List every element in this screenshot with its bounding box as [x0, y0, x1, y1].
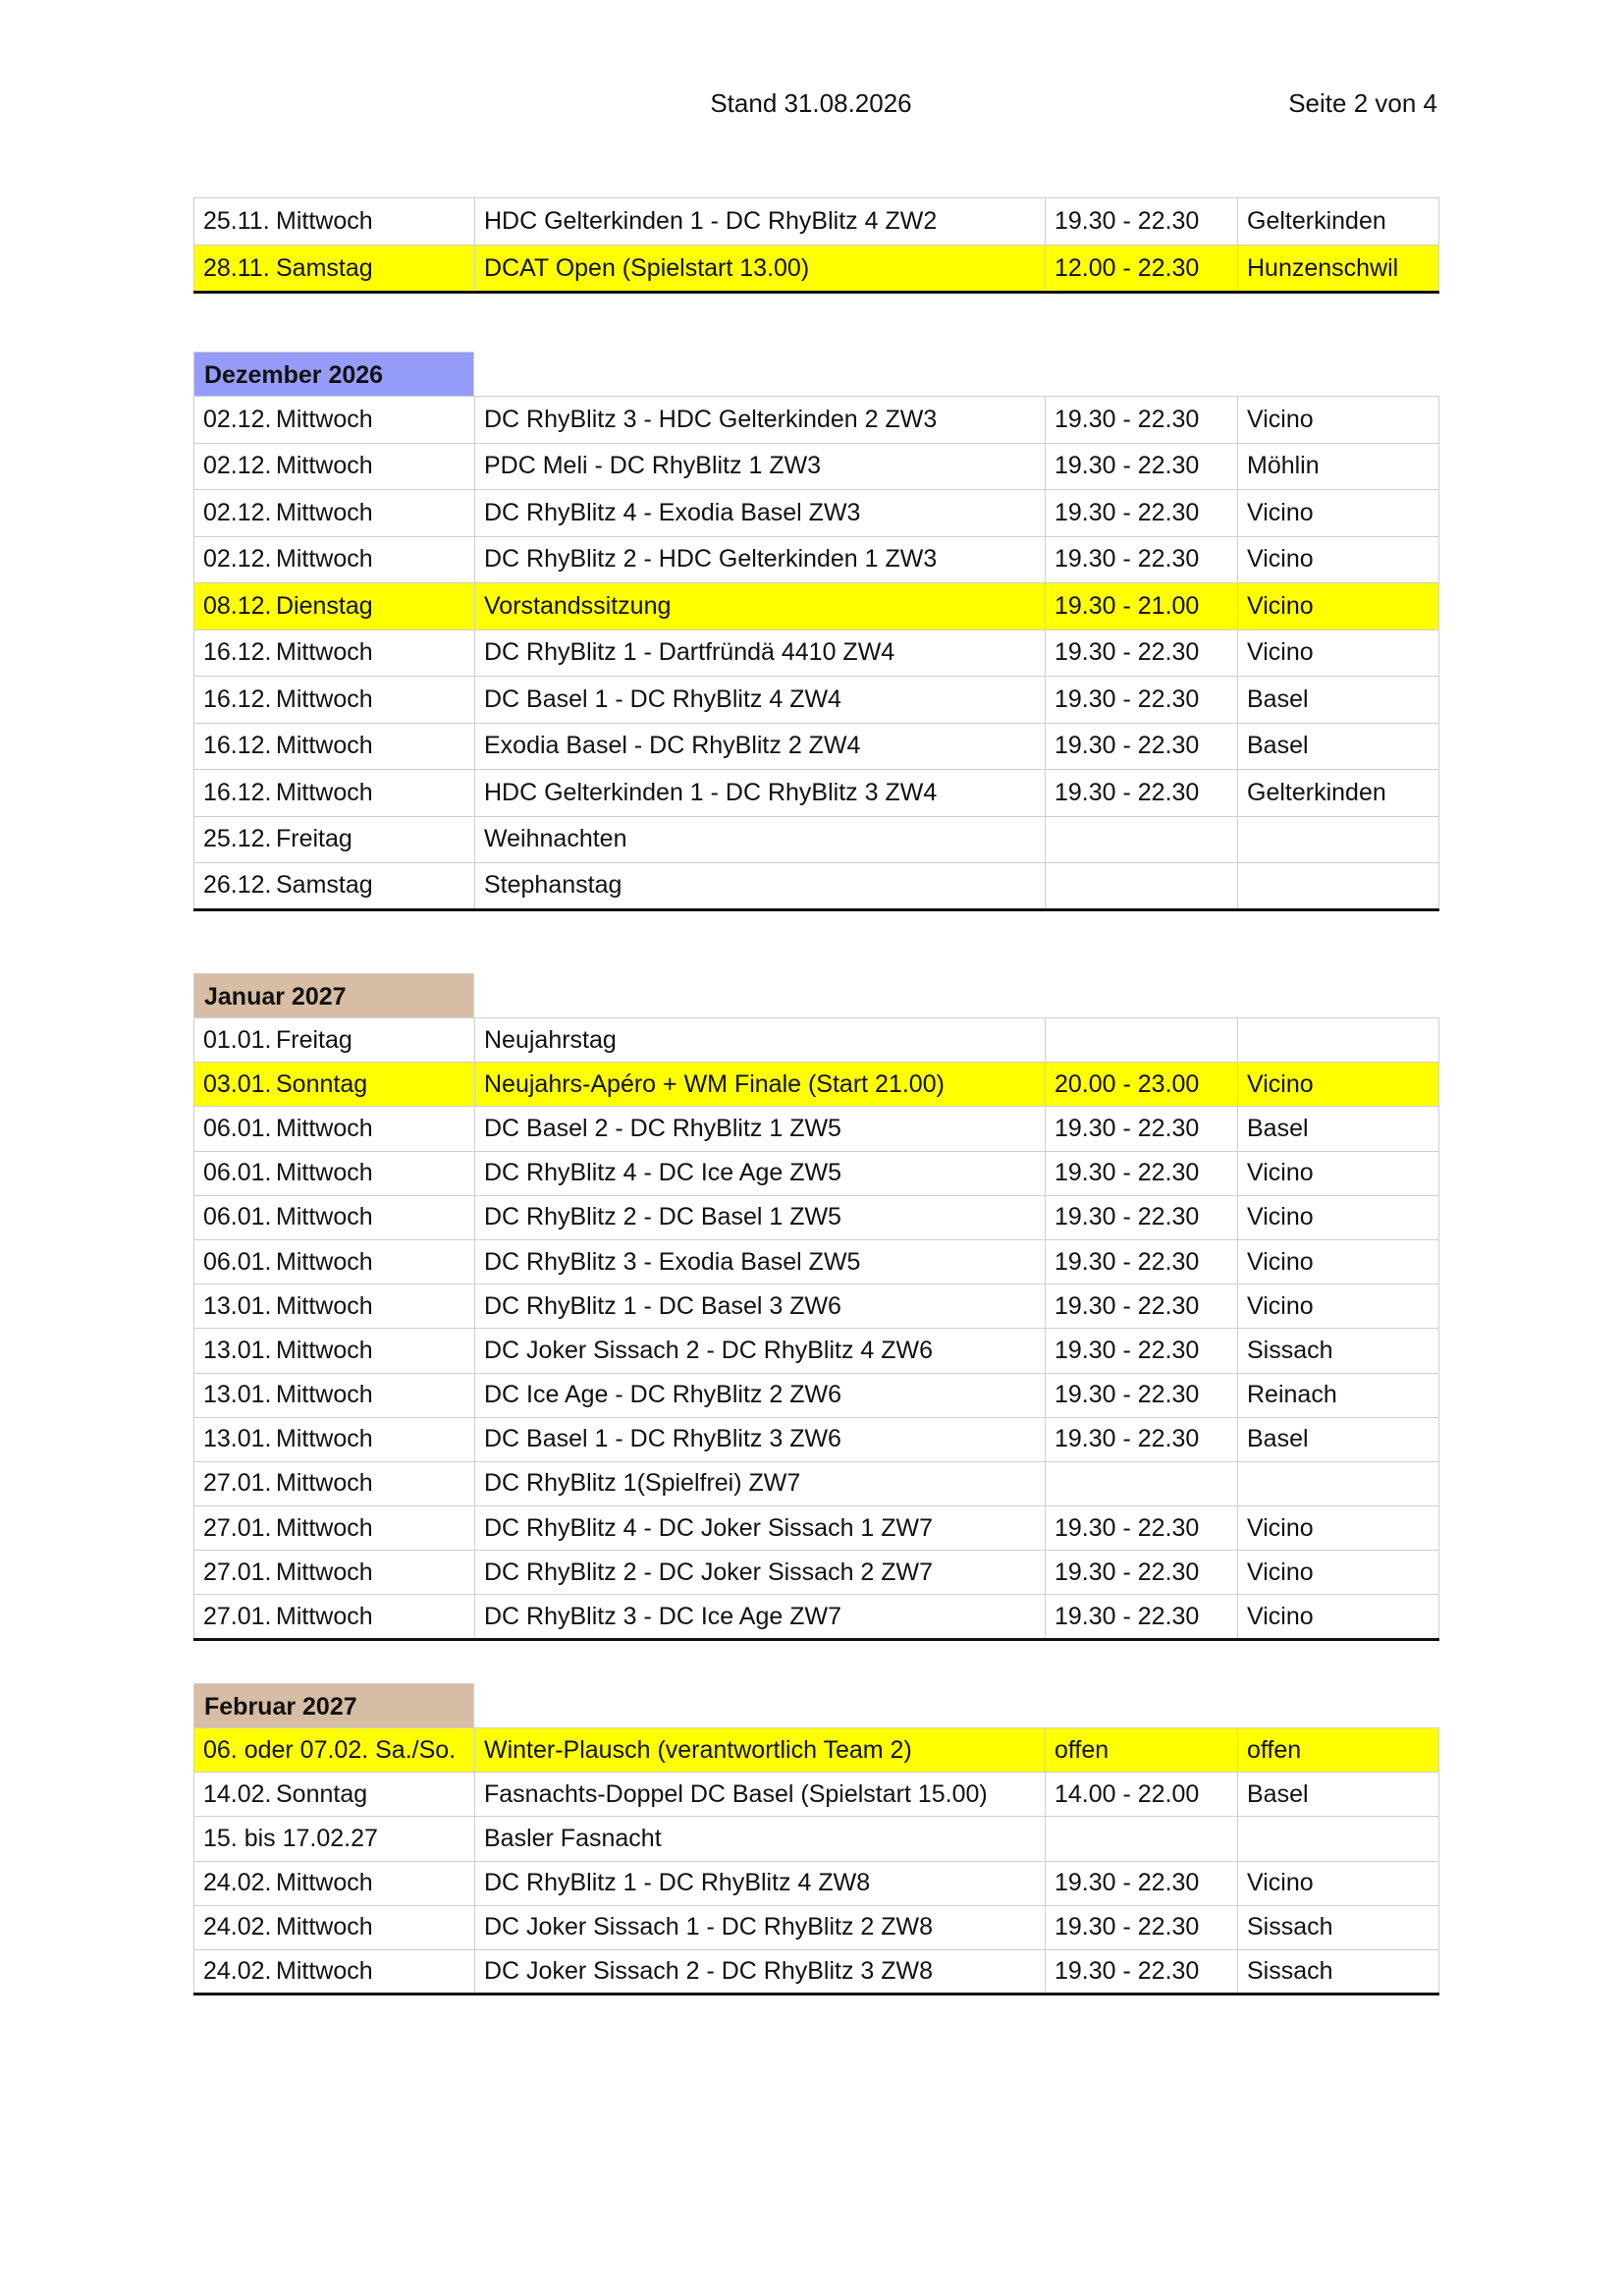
- time-cell: 19.30 - 22.30: [1046, 770, 1238, 817]
- date-cell: [194, 536, 475, 583]
- event-cell: DC RhyBlitz 1(Spielfrei) ZW7: [475, 1461, 1046, 1505]
- place-cell: Vicino: [1238, 1239, 1439, 1284]
- time-cell: [1046, 816, 1238, 863]
- place-cell: Sissach: [1238, 1329, 1439, 1373]
- table-row: [194, 490, 1439, 537]
- date-cell: [194, 1329, 475, 1373]
- event-cell: DC Basel 1 - DC RhyBlitz 4 ZW4: [475, 677, 1046, 724]
- event-cell: Vorstandssitzung: [475, 583, 1046, 630]
- table-row: [194, 1195, 1439, 1239]
- date-text: 24.02.: [203, 1957, 272, 1986]
- place-cell: Vicino: [1238, 490, 1439, 537]
- date-cell: [194, 1063, 475, 1107]
- weekday-text: Mittwoch: [276, 1203, 373, 1231]
- date-text: 13.01.: [203, 1291, 272, 1320]
- event-cell: DC RhyBlitz 4 - Exodia Basel ZW3: [475, 490, 1046, 537]
- time-cell: 19.30 - 22.30: [1046, 443, 1238, 490]
- stand-date: Stand 31.08.2026: [710, 88, 912, 118]
- date-cell: [194, 490, 475, 537]
- table-row: [194, 629, 1439, 677]
- schedule-table: [193, 1017, 1439, 1641]
- event-cell: Weihnachten: [475, 816, 1046, 863]
- time-cell: 19.30 - 22.30: [1046, 1151, 1238, 1195]
- place-cell: Möhlin: [1238, 443, 1439, 490]
- place-cell: Gelterkinden: [1238, 770, 1439, 817]
- date-text: 02.12.: [203, 452, 272, 480]
- weekday-text: Mittwoch: [276, 207, 373, 235]
- place-cell: Gelterkinden: [1238, 198, 1439, 246]
- place-cell: Vicino: [1238, 1285, 1439, 1329]
- table-row: [194, 1063, 1439, 1107]
- table-row: [194, 1949, 1439, 1994]
- time-cell: 20.00 - 23.00: [1046, 1063, 1238, 1107]
- table-row: [194, 1239, 1439, 1284]
- date-text: 27.01.: [203, 1469, 272, 1498]
- table-row: [194, 1107, 1439, 1151]
- date-text: 14.02.: [203, 1779, 272, 1808]
- weekday-text: Mittwoch: [276, 405, 373, 433]
- date-cell: [194, 443, 475, 490]
- date-text: 02.12.: [203, 545, 272, 574]
- date-text: 06.01.: [203, 1203, 272, 1231]
- table-row: [194, 1018, 1439, 1063]
- weekday-text: Mittwoch: [276, 1913, 373, 1941]
- event-cell: PDC Meli - DC RhyBlitz 1 ZW3: [475, 443, 1046, 490]
- time-cell: 19.30 - 22.30: [1046, 1506, 1238, 1551]
- weekday-text: Mittwoch: [276, 778, 373, 806]
- date-text: 26.12.: [203, 871, 272, 900]
- date-cell: [194, 1461, 475, 1505]
- month-heading: Februar 2027: [193, 1683, 474, 1727]
- table-row: [194, 723, 1439, 770]
- place-cell: Vicino: [1238, 1063, 1439, 1107]
- time-cell: offen: [1046, 1728, 1238, 1773]
- page-header: [0, 88, 1622, 128]
- schedule-table: [193, 396, 1439, 911]
- table-row: [194, 677, 1439, 724]
- table-row: [194, 1506, 1439, 1551]
- place-cell: Vicino: [1238, 1861, 1439, 1905]
- event-cell: DC RhyBlitz 1 - DC Basel 3 ZW6: [475, 1285, 1046, 1329]
- weekday-text: Mittwoch: [276, 1469, 373, 1498]
- time-cell: 19.30 - 22.30: [1046, 629, 1238, 677]
- event-cell: Stephanstag: [475, 863, 1046, 910]
- event-cell: Neujahrstag: [475, 1018, 1046, 1063]
- table-row: [194, 198, 1439, 246]
- schedule-table: [193, 1727, 1439, 1995]
- time-cell: 19.30 - 22.30: [1046, 1107, 1238, 1151]
- date-cell: [194, 1239, 475, 1284]
- table-row: [194, 1151, 1439, 1195]
- month-section: [193, 1683, 1438, 1995]
- weekday-text: Mittwoch: [276, 638, 373, 667]
- date-cell: [194, 583, 475, 630]
- place-cell: Basel: [1238, 723, 1439, 770]
- date-text: 08.12.: [203, 591, 272, 620]
- date-text: 03.01.: [203, 1069, 272, 1098]
- event-cell: Neujahrs-Apéro + WM Finale (Start 21.00): [475, 1063, 1046, 1107]
- event-cell: Exodia Basel - DC RhyBlitz 2 ZW4: [475, 723, 1046, 770]
- date-cell: [194, 677, 475, 724]
- event-cell: DC RhyBlitz 3 - DC Ice Age ZW7: [475, 1595, 1046, 1639]
- weekday-text: Mittwoch: [276, 545, 373, 574]
- weekday-text: Mittwoch: [276, 1513, 373, 1542]
- date-cell: [194, 1817, 475, 1861]
- table-row: [194, 1773, 1439, 1817]
- place-cell: Vicino: [1238, 1506, 1439, 1551]
- date-text: 06.01.: [203, 1247, 272, 1276]
- date-text: 16.12.: [203, 778, 272, 806]
- date-cell: [194, 770, 475, 817]
- date-text: 13.01.: [203, 1336, 272, 1364]
- date-cell: [194, 1773, 475, 1817]
- time-cell: 14.00 - 22.00: [1046, 1773, 1238, 1817]
- event-cell: DC RhyBlitz 4 - DC Ice Age ZW5: [475, 1151, 1046, 1195]
- date-cell: [194, 1417, 475, 1461]
- time-cell: 19.30 - 21.00: [1046, 583, 1238, 630]
- weekday-text: Mittwoch: [276, 1381, 373, 1409]
- date-text: 06. oder 07.02. Sa./So.: [203, 1735, 457, 1764]
- event-cell: DC RhyBlitz 4 - DC Joker Sissach 1 ZW7: [475, 1506, 1046, 1551]
- weekday-text: Mittwoch: [276, 1425, 373, 1453]
- time-cell: 19.30 - 22.30: [1046, 397, 1238, 444]
- date-cell: [194, 1551, 475, 1595]
- event-cell: Fasnachts-Doppel DC Basel (Spielstart 15.00): [475, 1773, 1046, 1817]
- date-text: 24.02.: [203, 1913, 272, 1941]
- place-cell: [1238, 1461, 1439, 1505]
- time-cell: 19.30 - 22.30: [1046, 1239, 1238, 1284]
- date-cell: [194, 816, 475, 863]
- place-cell: Basel: [1238, 677, 1439, 724]
- weekday-text: Mittwoch: [276, 732, 373, 760]
- place-cell: Basel: [1238, 1107, 1439, 1151]
- place-cell: [1238, 816, 1439, 863]
- place-cell: Vicino: [1238, 583, 1439, 630]
- weekday-text: Mittwoch: [276, 1247, 373, 1276]
- date-text: 01.01.: [203, 1025, 272, 1054]
- table-row: [194, 1861, 1439, 1905]
- event-cell: DC Ice Age - DC RhyBlitz 2 ZW6: [475, 1373, 1046, 1417]
- date-cell: [194, 1195, 475, 1239]
- place-cell: Sissach: [1238, 1905, 1439, 1949]
- time-cell: 12.00 - 22.30: [1046, 246, 1238, 293]
- weekday-text: Samstag: [276, 253, 373, 282]
- event-cell: HDC Gelterkinden 1 - DC RhyBlitz 4 ZW2: [475, 198, 1046, 246]
- time-cell: 19.30 - 22.30: [1046, 1285, 1238, 1329]
- weekday-text: Mittwoch: [276, 1869, 373, 1897]
- date-cell: [194, 1905, 475, 1949]
- date-cell: [194, 863, 475, 910]
- time-cell: 19.30 - 22.30: [1046, 1417, 1238, 1461]
- date-cell: [194, 1373, 475, 1417]
- time-cell: [1046, 1018, 1238, 1063]
- weekday-text: Mittwoch: [276, 1336, 373, 1364]
- time-cell: 19.30 - 22.30: [1046, 536, 1238, 583]
- date-cell: [194, 1595, 475, 1639]
- date-cell: [194, 1861, 475, 1905]
- month-heading: Januar 2027: [193, 973, 474, 1017]
- place-cell: Reinach: [1238, 1373, 1439, 1417]
- time-cell: 19.30 - 22.30: [1046, 677, 1238, 724]
- table-row: [194, 536, 1439, 583]
- date-cell: [194, 198, 475, 246]
- event-cell: DC Joker Sissach 2 - DC RhyBlitz 3 ZW8: [475, 1949, 1046, 1994]
- place-cell: Vicino: [1238, 1195, 1439, 1239]
- place-cell: [1238, 1817, 1439, 1861]
- date-text: 02.12.: [203, 405, 272, 433]
- table-row: [194, 443, 1439, 490]
- table-row: [194, 397, 1439, 444]
- weekday-text: Mittwoch: [276, 1558, 373, 1586]
- weekday-text: Mittwoch: [276, 684, 373, 713]
- place-cell: Sissach: [1238, 1949, 1439, 1994]
- date-text: 27.01.: [203, 1558, 272, 1586]
- event-cell: Winter-Plausch (verantwortlich Team 2): [475, 1728, 1046, 1773]
- table-row: [194, 1595, 1439, 1639]
- date-text: 28.11.: [203, 253, 270, 282]
- date-text: 25.11.: [203, 207, 270, 235]
- weekday-text: Dienstag: [276, 591, 373, 620]
- date-cell: [194, 1107, 475, 1151]
- table-row: [194, 816, 1439, 863]
- time-cell: 19.30 - 22.30: [1046, 723, 1238, 770]
- place-cell: Vicino: [1238, 1151, 1439, 1195]
- weekday-text: Mittwoch: [276, 1114, 373, 1142]
- weekday-text: Sonntag: [276, 1069, 368, 1098]
- date-text: 27.01.: [203, 1513, 272, 1542]
- date-text: 02.12.: [203, 498, 272, 526]
- month-section: [193, 197, 1438, 294]
- date-cell: [194, 1506, 475, 1551]
- event-cell: DC Joker Sissach 1 - DC RhyBlitz 2 ZW8: [475, 1905, 1046, 1949]
- table-row: [194, 1329, 1439, 1373]
- table-row: [194, 1373, 1439, 1417]
- weekday-text: Mittwoch: [276, 1291, 373, 1320]
- date-cell: [194, 1285, 475, 1329]
- event-cell: HDC Gelterkinden 1 - DC RhyBlitz 3 ZW4: [475, 770, 1046, 817]
- date-cell: [194, 1728, 475, 1773]
- table-row: [194, 583, 1439, 630]
- weekday-text: Sonntag: [276, 1779, 368, 1808]
- date-text: 16.12.: [203, 638, 272, 667]
- weekday-text: Samstag: [276, 871, 373, 900]
- date-text: 16.12.: [203, 732, 272, 760]
- date-cell: [194, 246, 475, 293]
- time-cell: [1046, 1461, 1238, 1505]
- event-cell: DC Joker Sissach 2 - DC RhyBlitz 4 ZW6: [475, 1329, 1046, 1373]
- table-row: [194, 1817, 1439, 1861]
- event-cell: DC Basel 2 - DC RhyBlitz 1 ZW5: [475, 1107, 1046, 1151]
- time-cell: [1046, 863, 1238, 910]
- weekday-text: Freitag: [276, 825, 352, 853]
- date-cell: [194, 1949, 475, 1994]
- table-row: [194, 863, 1439, 910]
- place-cell: Vicino: [1238, 1551, 1439, 1595]
- date-cell: [194, 723, 475, 770]
- time-cell: 19.30 - 22.30: [1046, 1949, 1238, 1994]
- time-cell: 19.30 - 22.30: [1046, 1329, 1238, 1373]
- event-cell: DC RhyBlitz 1 - Dartfründä 4410 ZW4: [475, 629, 1046, 677]
- time-cell: 19.30 - 22.30: [1046, 1905, 1238, 1949]
- table-row: [194, 770, 1439, 817]
- date-text: 06.01.: [203, 1159, 272, 1187]
- table-row: [194, 1905, 1439, 1949]
- date-text: 15. bis 17.02.27: [203, 1824, 378, 1852]
- month-heading: Dezember 2026: [193, 352, 474, 396]
- place-cell: Basel: [1238, 1417, 1439, 1461]
- month-section: [193, 352, 1438, 911]
- event-cell: DC RhyBlitz 1 - DC RhyBlitz 4 ZW8: [475, 1861, 1046, 1905]
- date-text: 25.12.: [203, 825, 272, 853]
- time-cell: [1046, 1817, 1238, 1861]
- time-cell: 19.30 - 22.30: [1046, 1373, 1238, 1417]
- date-cell: [194, 1151, 475, 1195]
- table-row: [194, 1461, 1439, 1505]
- place-cell: [1238, 863, 1439, 910]
- date-cell: [194, 1018, 475, 1063]
- time-cell: 19.30 - 22.30: [1046, 1551, 1238, 1595]
- weekday-text: Freitag: [276, 1025, 352, 1054]
- page-number: Seite 2 von 4: [1288, 88, 1437, 118]
- place-cell: Vicino: [1238, 1595, 1439, 1639]
- table-row: [194, 246, 1439, 293]
- date-text: 13.01.: [203, 1381, 272, 1409]
- month-section: [193, 973, 1438, 1641]
- time-cell: 19.30 - 22.30: [1046, 1195, 1238, 1239]
- time-cell: 19.30 - 22.30: [1046, 490, 1238, 537]
- event-cell: DCAT Open (Spielstart 13.00): [475, 246, 1046, 293]
- event-cell: DC RhyBlitz 2 - DC Basel 1 ZW5: [475, 1195, 1046, 1239]
- date-cell: [194, 629, 475, 677]
- weekday-text: Mittwoch: [276, 1159, 373, 1187]
- table-row: [194, 1417, 1439, 1461]
- event-cell: DC RhyBlitz 3 - Exodia Basel ZW5: [475, 1239, 1046, 1284]
- weekday-text: Mittwoch: [276, 498, 373, 526]
- time-cell: 19.30 - 22.30: [1046, 198, 1238, 246]
- date-text: 24.02.: [203, 1869, 272, 1897]
- date-cell: [194, 397, 475, 444]
- event-cell: DC RhyBlitz 2 - DC Joker Sissach 2 ZW7: [475, 1551, 1046, 1595]
- date-text: 06.01.: [203, 1114, 272, 1142]
- date-text: 27.01.: [203, 1602, 272, 1630]
- event-cell: Basler Fasnacht: [475, 1817, 1046, 1861]
- event-cell: DC Basel 1 - DC RhyBlitz 3 ZW6: [475, 1417, 1046, 1461]
- place-cell: Vicino: [1238, 629, 1439, 677]
- place-cell: Hunzenschwil: [1238, 246, 1439, 293]
- time-cell: 19.30 - 22.30: [1046, 1595, 1238, 1639]
- place-cell: Basel: [1238, 1773, 1439, 1817]
- table-row: [194, 1728, 1439, 1773]
- weekday-text: Mittwoch: [276, 1957, 373, 1986]
- date-text: 13.01.: [203, 1425, 272, 1453]
- place-cell: Vicino: [1238, 536, 1439, 583]
- event-cell: DC RhyBlitz 3 - HDC Gelterkinden 2 ZW3: [475, 397, 1046, 444]
- time-cell: 19.30 - 22.30: [1046, 1861, 1238, 1905]
- place-cell: [1238, 1018, 1439, 1063]
- table-row: [194, 1551, 1439, 1595]
- place-cell: offen: [1238, 1728, 1439, 1773]
- schedule-table: [193, 197, 1439, 294]
- event-cell: DC RhyBlitz 2 - HDC Gelterkinden 1 ZW3: [475, 536, 1046, 583]
- weekday-text: Mittwoch: [276, 1602, 373, 1630]
- date-text: 16.12.: [203, 684, 272, 713]
- table-row: [194, 1285, 1439, 1329]
- weekday-text: Mittwoch: [276, 452, 373, 480]
- place-cell: Vicino: [1238, 397, 1439, 444]
